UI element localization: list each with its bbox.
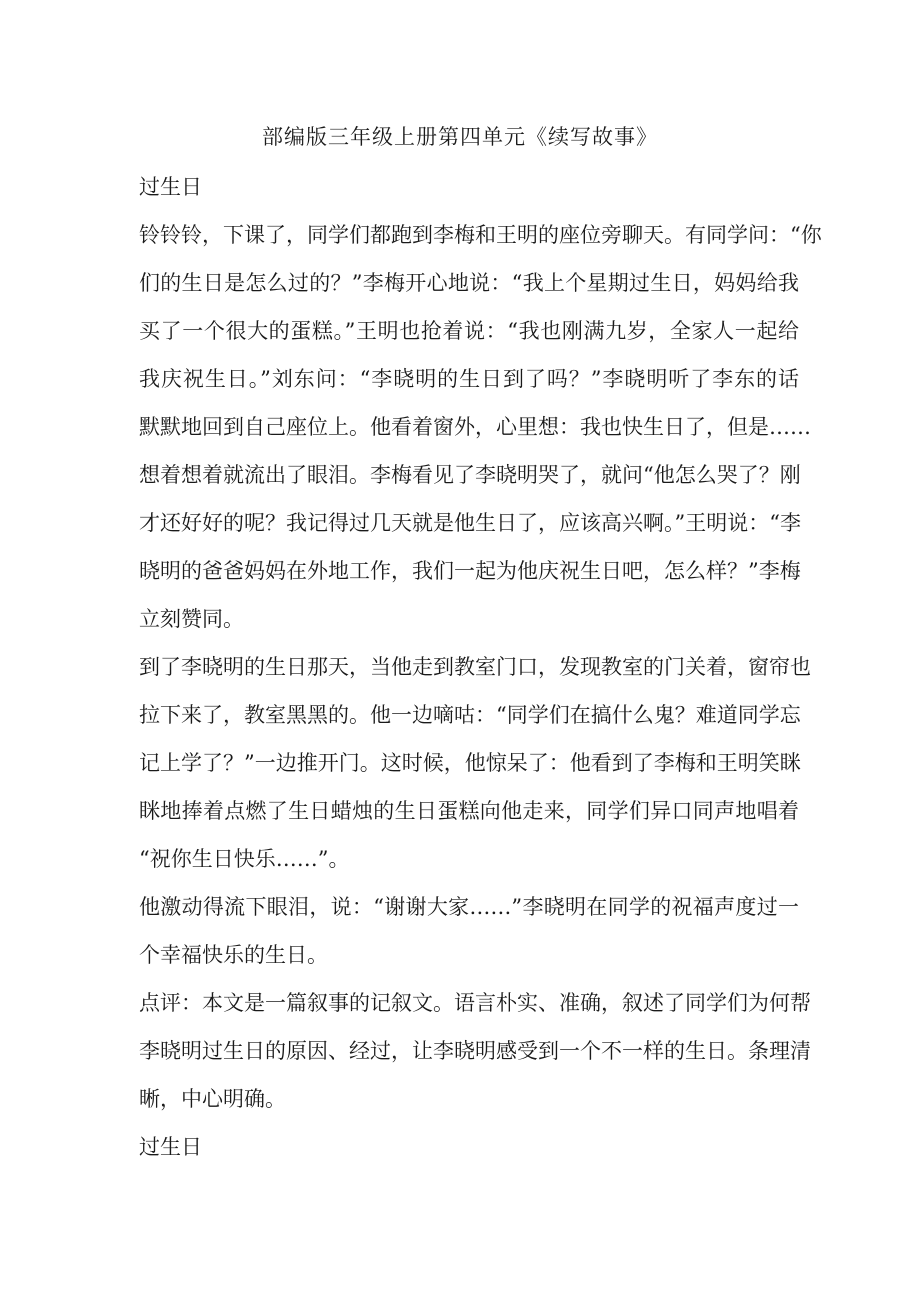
comment-line: 李晓明过生日的原因、经过，让李晓明感受到一个不一样的生日。条理清 <box>139 1039 811 1063</box>
paragraph3-line: 他激动得流下眼泪，说：“谢谢大家……”李晓明在同学的祝福声度过一 <box>139 895 799 919</box>
paragraph2-line: “祝你生日快乐……”。 <box>139 847 350 871</box>
paragraph1-line: 默默地回到自己座位上。他看着窗外，心里想：我也快生日了，但是…… <box>139 415 811 439</box>
paragraph1-line: 晓明的爸爸妈妈在外地工作，我们一起为他庆祝生日吧，怎么样？”李梅 <box>139 559 801 583</box>
document-title: 部编版三年级上册第四单元《续写故事》 <box>262 125 658 149</box>
comment-line: 点评：本文是一篇叙事的记叙文。语言朴实、准确，叙述了同学们为何帮 <box>139 991 811 1015</box>
story-heading-2: 过生日 <box>139 1135 202 1159</box>
paragraph2-line: 到了李晓明的生日那天，当他走到教室门口，发现教室的门关着，窗帘也 <box>139 655 811 679</box>
story-heading: 过生日 <box>139 175 202 199</box>
paragraph1-line: 才还好好的呢？我记得过几天就是他生日了，应该高兴啊。”王明说：“李 <box>139 511 801 535</box>
paragraph1-line: 我庆祝生日。”刘东问：“李晓明的生日到了吗？”李晓明听了李东的话 <box>139 367 799 391</box>
paragraph1-line: 想着想着就流出了眼泪。李梅看见了李晓明哭了，就问“他怎么哭了？刚 <box>139 463 801 487</box>
paragraph1-line: 铃铃铃，下课了，同学们都跑到李梅和王明的座位旁聊天。有同学问：“你 <box>139 223 822 247</box>
paragraph2-line: 眯地捧着点燃了生日蜡烛的生日蛋糕向他走来，同学们异口同声地唱着 <box>139 799 799 823</box>
paragraph2-line: 记上学了？”一边推开门。这时候，他惊呆了：他看到了李梅和王明笑眯 <box>139 751 801 775</box>
paragraph2-line: 拉下来了，教室黑黑的。他一边嘀咕：“同学们在搞什么鬼？难道同学忘 <box>139 703 801 727</box>
comment-line: 晰，中心明确。 <box>139 1087 286 1111</box>
paragraph1-line: 立刻赞同。 <box>139 607 244 631</box>
paragraph1-line: 们的生日是怎么过的？”李梅开心地说：“我上个星期过生日，妈妈给我 <box>139 271 799 295</box>
paragraph1-line: 买了一个很大的蛋糕。”王明也抢着说：“我也刚满九岁，全家人一起给 <box>139 319 799 343</box>
paragraph3-line: 个幸福快乐的生日。 <box>139 943 328 967</box>
